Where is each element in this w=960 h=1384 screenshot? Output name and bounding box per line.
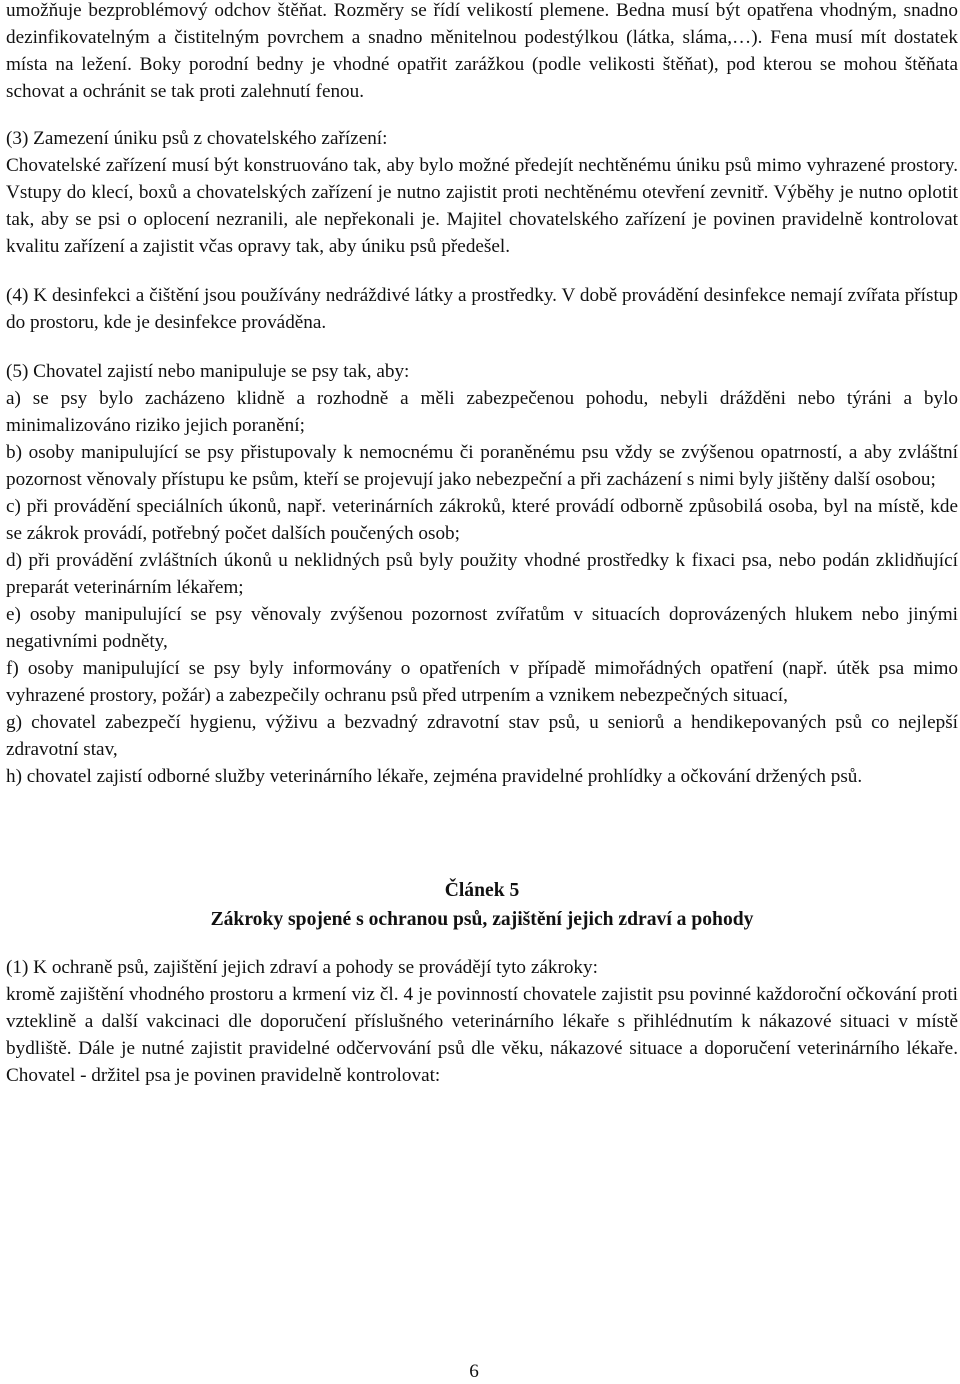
article-para-1-body: kromě zajištění vhodného prostoru a krmení viz čl. 4 je povinností chovatele zajistit psu povinné každoroční očkování proti vzteklině a další vakcinaci dle doporučení příslušného veterinárního lékaře s přihlédnutím k nákazové situaci v místě bydliště. Dále je nutné zajistit pravidelné odčervování psů dle věku, nákazové situace a doporučení veterinárního lékaře. Chovatel - držitel psa je povinen pravidelně kontrolovat:	[6, 984, 958, 1086]
list-item: d) při provádění zvláštních úkonů u neklidných psů byly použity vhodné prostředky k fixaci psa, nebo podán zklidňující preparát veterinárním lékařem;	[6, 550, 958, 598]
article-number: Článek 5	[444, 880, 520, 901]
section-3-body: Chovatelské zařízení musí být konstruováno tak, aby bylo možné předejít nechtěnému úniku psů mimo vyhrazené prostory. Vstupy do klecí, boxů a chovatelských zařízení je nutno zajistit proti nechtěnému otevření zevnitř. Výběhy je nutno oplotit tak, aby se psi o oplocení nezranili, ale nepřekonali je. Majitel chovatelského zařízení je povinen pravidelně kontrolovat kvalitu zařízení a zajistit včas opravy tak, aby úniku psů předešel.	[6, 155, 958, 257]
intro-paragraph: umožňuje bezproblémový odchov štěňat. Rozměry se řídí velikostí plemene. Bedna musí být opatřena vhodným, snadno dezinfikovatelným a čistitelným povrchem a snadno měnitelnou podestýlkou (látka, sláma,…). Fena musí mít dostatek místa na ležení. Boky porodní bedny je vhodné opatřit zarážkou (podle velikosti štěňat), pod kterou se mohou štěňata schovat a ochránit se tak proti zalehnutí fenou.	[6, 0, 958, 102]
section-3-title: (3) Zamezení úniku psů z chovatelského zařízení:	[6, 128, 388, 149]
list-item: c) při provádění speciálních úkonů, např. veterinárních zákroků, které provádí odborně způsobilá osoba, byl na místě, kde se zákrok provádí, potřebný počet dalších poučených osob;	[6, 496, 958, 544]
list-item: f) osoby manipulující se psy byly informovány o opatřeních v případě mimořádných opatření (např. útěk psa mimo vyhrazené prostory, požár) a zabezpečily ochranu psů před utrpením a vznikem nebezpečných situací,	[6, 658, 958, 706]
list-item: b) osoby manipulující se psy přistupovaly k nemocnému či poraněnému psu vždy se zvýšenou opatrností, a aby zvláštní pozornost věnovaly přístupu ke psům, kteří se projevují jako nebezpeční a při zacházení s nimi byly jištěny další osobou;	[6, 442, 958, 490]
document-page	[6, 0, 958, 1089]
list-item: h) chovatel zajistí odborné služby veterinárního lékaře, zejména pravidelné prohlídky a očkování držených psů.	[6, 766, 863, 787]
list-item: g) chovatel zabezpečí hygienu, výživu a bezvadný zdravotní stav psů, u seniorů a hendikepovaných psů co nejlepší zdravotní stav,	[6, 712, 958, 760]
article-title: Zákroky spojené s ochranou psů, zajištění jejich zdraví a pohody	[210, 909, 754, 930]
section-4-paragraph: (4) K desinfekci a čištění jsou používány nedráždivé látky a prostředky. V době provádění desinfekce nemají zvířata přístup do prostoru, kde je desinfekce prováděna.	[6, 285, 958, 333]
article-para-1-title: (1) K ochraně psů, zajištění jejich zdraví a pohody se provádějí tyto zákroky:	[6, 957, 598, 978]
list-item: a) se psy bylo zacházeno klidně a rozhodně a měli zabezpečenou pohodu, nebyli drážděni nebo týráni a bylo minimalizováno riziko jejich poranění;	[6, 388, 958, 436]
list-item: e) osoby manipulující se psy věnovaly zvýšenou pozornost zvířatům v situacích doprovázených hlukem nebo jinými negativními podněty,	[6, 604, 958, 652]
page-number: 6	[469, 1361, 479, 1382]
section-5-list	[6, 385, 958, 790]
section-5-title: (5) Chovatel zajistí nebo manipuluje se psy tak, aby:	[6, 361, 410, 382]
